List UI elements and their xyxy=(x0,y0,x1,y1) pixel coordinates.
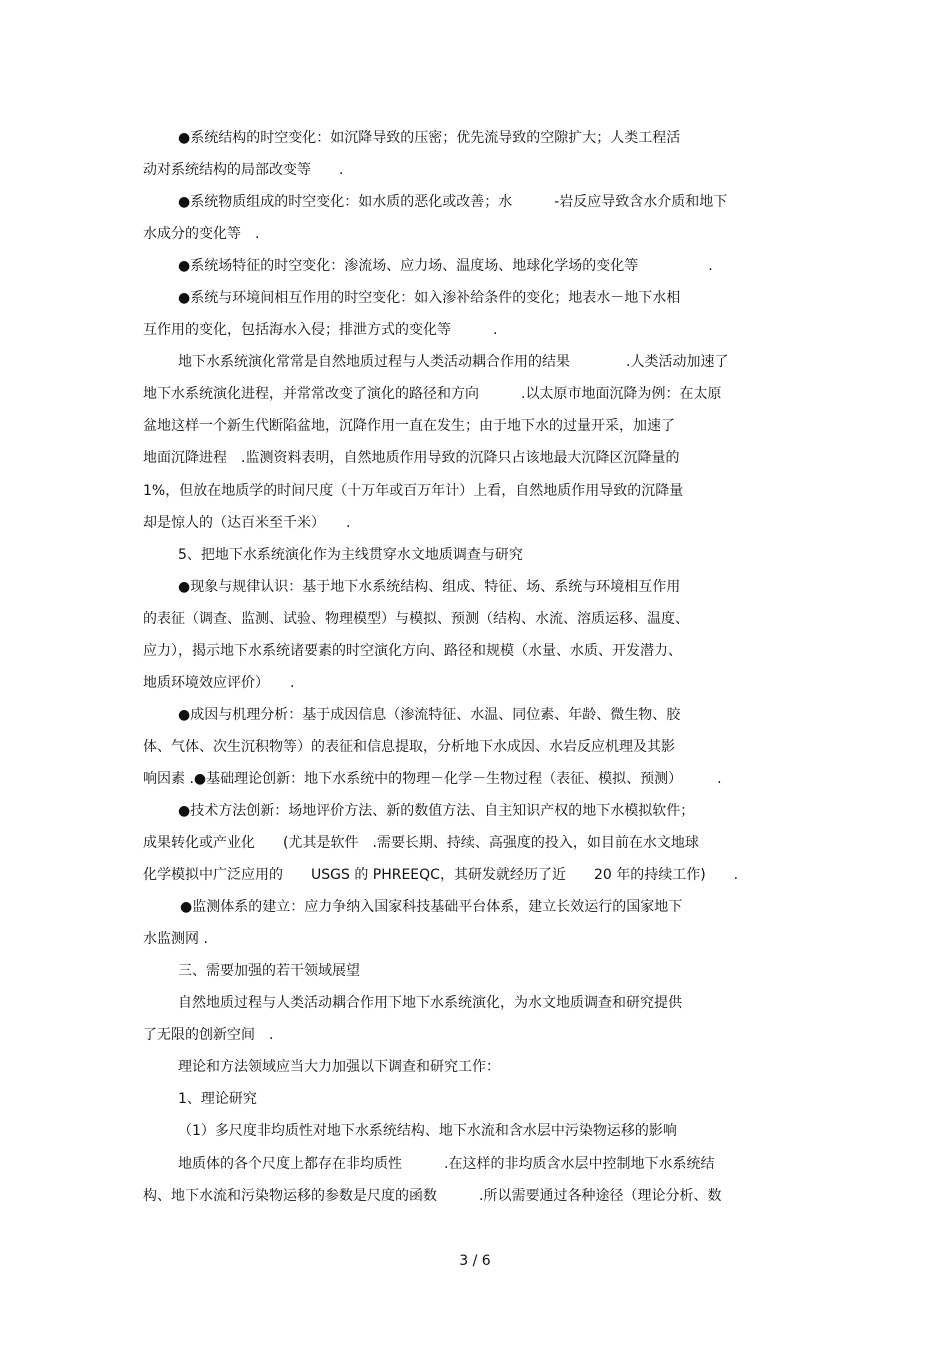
text-line-28: 自然地质过程与人类活动耦合作用下地下水系统演化，为水文地质调查和研究提供 xyxy=(178,995,682,1011)
text-line-21: 响因素 .●基础理论创新：地下水系统中的物理－化学－生物过程（表征、模拟、预测） . xyxy=(143,771,722,787)
text-line-26: 水监测网 . xyxy=(143,931,208,947)
text-line-13: 却是惊人的（达百米至千米） . xyxy=(143,515,351,531)
text-line-20: 体、气体、次生沉积物等）的表征和信息提取，分析地下水成因、水岩反应机理及其影 xyxy=(143,739,675,755)
text-line-32: （1）多尺度非均质性对地下水系统结构、地下水流和含水层中污染物运移的影响 xyxy=(178,1123,677,1139)
section-heading-1: 1、理论研究 xyxy=(178,1091,257,1107)
text-line-2: 动对系统结构的局部改变等 . xyxy=(143,162,344,178)
text-line-24: 化学模拟中广泛应用的 USGS 的 PHREEQC，其研发就经历了近 20 年的持续工作) . xyxy=(143,867,739,883)
text-line-22: ●技术方法创新：场地评价方法、新的数值方法、自主知识产权的地下水模拟软件； xyxy=(178,803,695,819)
text-line-8: 地下水系统演化常常是自然地质过程与人类活动耦合作用的结果 .人类活动加速了 xyxy=(178,354,729,370)
section-heading-3: 三、需要加强的若干领域展望 xyxy=(178,963,360,979)
text-line-1: ●系统结构的时空变化：如沉降导致的压密；优先流导致的空隙扩大；人类工程活 xyxy=(178,130,681,146)
text-line-34: 构、地下水流和污染物运移的参数是尺度的函数 .所以需要通过各种途径（理论分析、数 xyxy=(143,1188,722,1204)
text-line-16: 的表征（调查、监测、试验、物理模型）与模拟、预测（结构、水流、溶质运移、温度、 xyxy=(143,611,689,627)
text-line-30: 理论和方法领域应当大力加强以下调查和研究工作： xyxy=(178,1059,500,1075)
text-line-6: ●系统与环境间相互作用的时空变化：如入渗补给条件的变化；地表水－地下水相 xyxy=(178,290,681,306)
text-line-25: ●监测体系的建立：应力争纳入国家科技基础平台体系，建立长效运行的国家地下 xyxy=(180,899,683,915)
text-line-11: 地面沉降进程 .监测资料表明，自然地质作用导致的沉降只占该地最大沉降区沉降量的 xyxy=(143,450,680,466)
text-line-23: 成果转化或产业化 (尤其是软件 .需要长期、持续、高强度的投入，如目前在水文地球 xyxy=(143,835,699,851)
text-line-10: 盆地这样一个新生代断陷盆地，沉降作用一直在发生；由于地下水的过量开采，加速了 xyxy=(143,418,675,434)
text-line-18: 地质环境效应评价） . xyxy=(143,675,295,691)
text-line-12: 1%，但放在地质学的时间尺度（十万年或百万年计）上看，自然地质作用导致的沉降量 xyxy=(143,483,684,499)
text-line-4: 水成分的变化等 . xyxy=(143,226,260,242)
text-line-5: ●系统场特征的时空变化：渗流场、应力场、温度场、地球化学场的变化等 . xyxy=(178,258,713,274)
text-line-29: 了无限的创新空间 . xyxy=(143,1027,274,1043)
text-line-15: ●现象与规律认识：基于地下水系统结构、组成、特征、场、系统与环境相互作用 xyxy=(178,579,681,595)
text-line-33: 地质体的各个尺度上都存在非均质性 .在这样的非均质含水层中控制地下水系统结 xyxy=(178,1156,715,1172)
text-line-19: ●成因与机理分析：基于成因信息（渗流特征、水温、同位素、年龄、微生物、胶 xyxy=(178,707,681,723)
text-line-9: 地下水系统演化进程，并常常改变了演化的路径和方向 .以太原市地面沉降为例：在太原 xyxy=(143,386,722,402)
section-heading-5: 5、把地下水系统演化作为主线贯穿水文地质调查与研究 xyxy=(178,547,523,563)
text-line-3: ●系统物质组成的时空变化：如水质的恶化或改善；水 -岩反应导致含水介质和地下 xyxy=(178,194,728,210)
page-number: 3 / 6 xyxy=(459,1253,491,1269)
text-line-7: 互作用的变化，包括海水入侵；排泄方式的变化等 . xyxy=(143,322,498,338)
text-line-17: 应力），揭示地下水系统诸要素的时空演化方向、路径和规模（水量、水质、开发潜力、 xyxy=(143,643,682,659)
